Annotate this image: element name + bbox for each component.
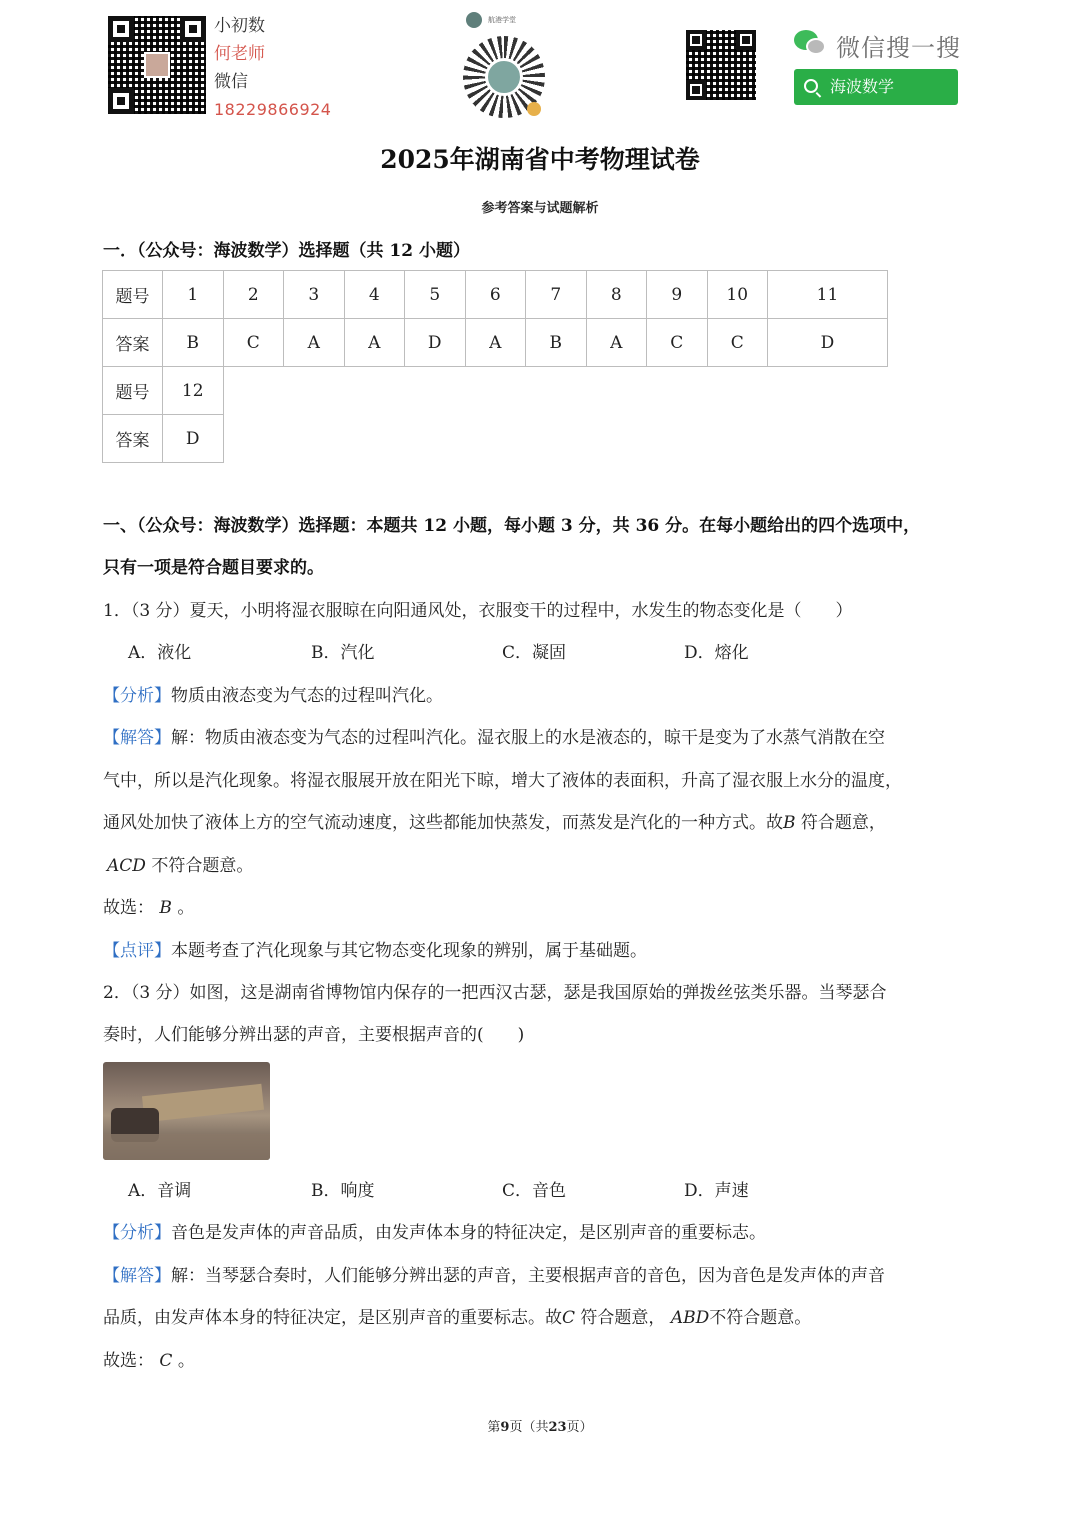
solution-text: 符合题意， [800, 813, 886, 833]
page-mid: 页（共 [509, 1420, 549, 1435]
table-cell: 8 [586, 271, 647, 319]
table-cell: D [768, 319, 888, 367]
choice-label: 故选： [103, 898, 154, 918]
q2-choice [103, 1340, 195, 1382]
teacher-line-1: 小初数 [214, 16, 265, 36]
table-cell: B [526, 319, 587, 367]
q1-option-d: D．熔化 [684, 643, 749, 663]
search-icon [804, 79, 818, 93]
table-cell: C [647, 319, 708, 367]
q1-choice [103, 887, 194, 929]
ancient-se-instrument-photo [103, 1062, 270, 1160]
table-row [103, 319, 888, 367]
table-cell: 答案 [103, 319, 163, 367]
choice-end: 。 [177, 1351, 195, 1371]
solution-tag: 【解答】 [103, 1266, 171, 1286]
page-number [0, 1416, 1080, 1435]
answer-letters: ABD [670, 1308, 710, 1328]
q1-solution-line-4 [107, 845, 253, 887]
teacher-avatar [144, 52, 170, 78]
page-subtitle: 参考答案与试题解析 [481, 201, 599, 216]
solution-text: 不符合题意。 [709, 1308, 812, 1328]
choice-label: 故选： [103, 1351, 154, 1371]
analysis-text: 音色是发声体的声音品质，由发声体本身的特征决定，是区别声音的重要标志。 [171, 1223, 766, 1243]
wechat-search-title: 微信搜一搜 [836, 34, 961, 62]
q2-solution-line-1 [103, 1255, 885, 1297]
table-cell: 5 [405, 271, 466, 319]
table-cell: C [223, 319, 284, 367]
q1-option-c: C．凝固 [502, 643, 567, 663]
teacher-line-2: 何老师 [214, 44, 265, 64]
solution-tag: 【解答】 [103, 728, 171, 748]
table-cell: 3 [284, 271, 345, 319]
table-row [103, 271, 888, 319]
comment-tag: 【点评】 [103, 941, 171, 961]
table-row [103, 415, 888, 463]
section-heading-line-2: 只有一项是符合题目要求的。 [103, 558, 324, 578]
solution-text: 不符合题意。 [151, 856, 254, 876]
total-pages: 23 [548, 1420, 567, 1435]
q2-option-b: B．响度 [311, 1181, 375, 1201]
answer-letters: ACD [107, 856, 146, 876]
comment-text: 本题考查了汽化现象与其它物态变化现象的辨别，属于基础题。 [171, 941, 647, 961]
table-cell: B [163, 319, 224, 367]
analysis-text: 物质由液态变为气态的过程叫汽化。 [171, 686, 443, 706]
q2-analysis [103, 1212, 766, 1254]
teacher-wechat-qr-code [108, 16, 206, 114]
table-cell: A [344, 319, 405, 367]
table-cell: C [707, 319, 768, 367]
table-cell: 7 [526, 271, 587, 319]
question-2-stem-line-2: 奏时，人们能够分辨出瑟的声音，主要根据声音的( ) [103, 1025, 525, 1045]
table-cell: D [405, 319, 466, 367]
q2-option-d: D．声速 [684, 1181, 749, 1201]
q1-solution-line-3 [103, 802, 886, 844]
table-cell: 1 [163, 271, 224, 319]
table-cell: 题号 [103, 367, 163, 415]
solution-text: 通风处加快了液体上方的空气流动速度，这些都能加快蒸发，而蒸发是汽化的一种方式。故 [103, 813, 783, 833]
answer-letter: B [783, 813, 796, 833]
table-cell: 题号 [103, 271, 163, 319]
q1-analysis [103, 675, 443, 717]
page-title: 2025年湖南省中考物理试卷 [380, 145, 700, 174]
table-cell: 6 [465, 271, 526, 319]
miniprogram-name: 航港学堂 [488, 16, 516, 24]
q1-option-a: A．液化 [128, 643, 192, 663]
teacher-phone: 18229866924 [214, 100, 332, 119]
solution-text: 解：物质由液态变为气态的过程叫汽化。湿衣服上的水是液态的，晾干是变为了水蒸气消散在空 [171, 728, 885, 748]
wechat-search-query: 海波数学 [830, 77, 895, 96]
q1-comment [103, 930, 647, 972]
table-cell: 12 [163, 367, 224, 415]
q2-solution-line-2 [103, 1297, 811, 1339]
table-cell: 9 [647, 271, 708, 319]
answer-letter: C [562, 1308, 576, 1328]
table-cell: A [586, 319, 647, 367]
table-row [103, 367, 888, 415]
solution-text: 品质，由发声体本身的特征决定，是区别声音的重要标志。故 [103, 1308, 562, 1328]
q1-option-b: B．汽化 [311, 643, 375, 663]
solution-text: 解：当琴瑟合奏时，人们能够分辨出瑟的声音，主要根据声音的音色，因为音色是发声体的声音 [171, 1266, 885, 1286]
teacher-line-3: 微信 [214, 72, 248, 92]
table-cell: D [163, 415, 224, 463]
table-cell: A [465, 319, 526, 367]
page-suffix: 页） [566, 1420, 593, 1435]
choice-letter: C [159, 1351, 173, 1371]
q1-solution-line-2: 气中，所以是汽化现象。将湿衣服展开放在阳光下晾，增大了液体的表面积，升高了湿衣服上水分的温度， [103, 771, 902, 791]
answer-table [102, 270, 888, 463]
analysis-tag: 【分析】 [103, 1223, 171, 1243]
q1-solution-line-1 [103, 717, 885, 759]
table-cell: 4 [344, 271, 405, 319]
solution-text: 符合题意， [580, 1308, 666, 1328]
question-1-stem: 1．（3 分）夏天，小明将湿衣服晾在向阳通风处，衣服变干的过程中，水发生的物态变化是（ ） [103, 601, 853, 621]
analysis-tag: 【分析】 [103, 686, 171, 706]
table-cell: A [284, 319, 345, 367]
section-heading-line-1: 一、（公众号：海波数学）选择题：本题共 12 小题，每小题 3 分，共 36 分。在每小题给出的四个选项中， [103, 516, 921, 536]
wechat-search-box[interactable] [794, 69, 958, 105]
current-page: 9 [500, 1420, 510, 1435]
miniprogram-code [463, 36, 545, 118]
choice-letter: B [159, 898, 172, 918]
q2-option-a: A．音调 [128, 1181, 192, 1201]
table-cell: 10 [707, 271, 768, 319]
table-cell: 11 [768, 271, 888, 319]
q2-option-c: C．音色 [502, 1181, 567, 1201]
article-qr-code [686, 30, 756, 100]
table-cell: 2 [223, 271, 284, 319]
table-cell: 答案 [103, 415, 163, 463]
choice-end: 。 [177, 898, 195, 918]
question-2-stem-line-1: 2．（3 分）如图，这是湖南省博物馆内保存的一把西汉古瑟，瑟是我国原始的弹拨丝弦类乐器。当琴瑟合 [103, 983, 887, 1003]
teacher-contact [214, 12, 331, 124]
section-heading-answers: 一．（公众号：海波数学）选择题（共 12 小题） [103, 241, 470, 261]
page-prefix: 第 [487, 1420, 501, 1435]
wechat-icon [794, 30, 828, 58]
miniprogram-avatar [466, 12, 482, 28]
